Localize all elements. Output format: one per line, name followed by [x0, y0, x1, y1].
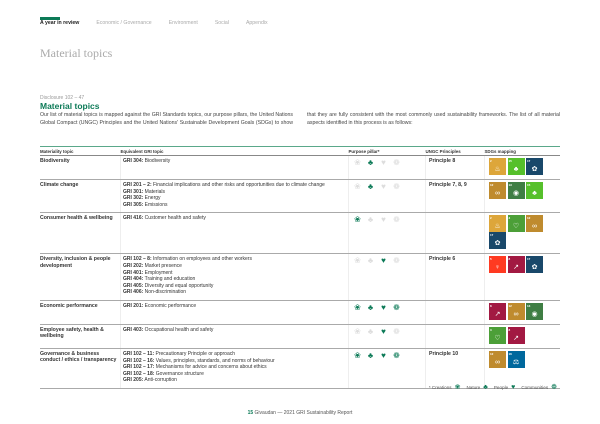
heart-hands-icon: ♥	[381, 215, 386, 225]
nav-tab-economic-governance[interactable]: Economic / Governance	[96, 20, 152, 26]
nav-tab-environment[interactable]: Environment	[168, 20, 198, 26]
tree-icon: ♣	[367, 350, 374, 360]
section-title: Material topics	[40, 101, 100, 111]
page-title: Material topics	[40, 46, 113, 60]
community-icon: ❁	[393, 350, 400, 360]
legend-communities: Communities	[521, 384, 549, 390]
sdg-15-icon: 15 ♣	[508, 158, 525, 175]
purpose-pillars	[349, 180, 426, 213]
sdg-17-icon: 17 ✿	[489, 232, 506, 249]
column-header: Materiality topic	[40, 147, 121, 156]
community-icon: ❁	[393, 302, 400, 312]
heart-hands-icon: ♥	[381, 256, 386, 266]
table-row	[40, 300, 560, 324]
nav-tab-a-year-in-review[interactable]: A year in review	[40, 20, 80, 26]
sdg-mapping	[485, 156, 561, 180]
gri-topics: GRI 201 – 2: Financial implications and other risks and opportunities due to climate change GRI 301: Materials GRI 302: Energy GRI 305: Emissions	[121, 180, 349, 213]
purpose-pillars	[349, 348, 426, 388]
sdg-2-icon: 2 ♨	[489, 215, 506, 232]
table-row	[40, 254, 560, 301]
heart-hands-icon: ♥	[511, 383, 516, 391]
community-icon: ❁	[393, 182, 400, 191]
sdg-mapping	[485, 254, 561, 301]
purpose-pillars	[349, 156, 426, 180]
materiality-topic: Governance & business conduct / ethics / transparency	[40, 348, 121, 388]
intro-paragraph: Our list of material topics is mapped against the GRI Standards topics, our purpose pillars, the United Nations Global Compact (UNGC) Principles and the United Nations' Sustainable Development Goals (SDGs) to show that they are fully consistent with the most commonly used sustainability frameworks. The list of all material aspects identified in this process is as follows:	[40, 112, 560, 126]
tree-icon: ♣	[367, 158, 374, 167]
sdg-mapping	[485, 180, 561, 213]
tree-icon: ♣	[367, 302, 374, 312]
heart-hands-icon: ♥	[381, 302, 386, 312]
sdg-12-icon: 12 ∞	[489, 182, 506, 199]
sdg-15-icon: 15 ♣	[526, 182, 543, 199]
heart-hands-icon: ♥	[381, 182, 386, 191]
materiality-topic: Climate change	[40, 180, 121, 213]
lightbulb-icon: ❀	[354, 326, 361, 336]
sdg-8-icon: 8 ↗	[508, 256, 525, 273]
table-row	[40, 180, 560, 213]
sdg-12-icon: 12 ∞	[526, 215, 543, 232]
lightbulb-icon: ❀	[354, 182, 361, 191]
ungc-principle: Principle 7, 8, 9	[426, 180, 485, 213]
table-row	[40, 156, 560, 180]
community-icon: ❁	[393, 215, 400, 225]
material-topics-table	[40, 146, 560, 389]
pillar-legend	[429, 383, 560, 391]
tree-icon: ♣	[483, 383, 488, 391]
gri-topics: GRI 416: Customer health and safety	[121, 213, 349, 254]
ungc-principle: Principle 8	[426, 156, 485, 180]
lightbulb-icon: ❀	[354, 215, 361, 225]
column-header: UNGC Principles	[426, 147, 485, 156]
sdg-mapping	[485, 324, 561, 348]
nav-tab-appendix[interactable]: Appendix	[245, 20, 268, 26]
sdg-13-icon: 13 ◉	[508, 182, 525, 199]
sdg-17-icon: 17 ✿	[526, 256, 543, 273]
sdg-13-icon: 13 ◉	[526, 303, 543, 320]
gri-topics: GRI 102 – 11: Precautionary Principle or approach GRI 102 – 16: Values, principles, standards, and norms of behaviour GRI 102 – 17: Mechanisms for advice and concerns about ethics GRI 102 – 18: Governance structure GRI 205: Anti-corruption	[121, 348, 349, 388]
community-icon: ❁	[393, 256, 400, 266]
heart-hands-icon: ♥	[381, 326, 386, 336]
community-icon: ❁	[393, 326, 400, 336]
sdg-16-icon: 16 ⚖	[508, 351, 525, 368]
purpose-pillars	[349, 213, 426, 254]
materiality-topic: Consumer health & wellbeing	[40, 213, 121, 254]
legend-people: People	[493, 384, 509, 390]
column-header: Purpose pillar*	[349, 147, 426, 156]
disclosure-label: Disclosure 102 – 47	[40, 95, 85, 101]
sdg-2-icon: 2 ♨	[489, 158, 506, 175]
tree-icon: ♣	[367, 256, 374, 266]
sdg-12-icon: 12 ∞	[508, 303, 525, 320]
ungc-principle: Principle 10	[426, 348, 485, 388]
materiality-topic: Biodiversity	[40, 156, 121, 180]
ungc-principle	[426, 213, 485, 254]
footer-text: Givaudan — 2021 GRI Sustainability Report	[254, 410, 353, 416]
purpose-pillars	[349, 324, 426, 348]
purpose-pillars	[349, 254, 426, 301]
table-header-row	[40, 147, 560, 156]
tree-icon: ♣	[367, 215, 374, 225]
legend-creations: * Creations	[428, 384, 452, 390]
ungc-principle: Principle 6	[426, 254, 485, 301]
lightbulb-icon: ❀	[354, 158, 361, 167]
sdg-5-icon: 5 ♀	[489, 256, 506, 273]
materiality-topic: Diversity, inclusion & people development	[40, 254, 121, 301]
community-icon: ❁	[551, 384, 557, 391]
lightbulb-icon: ❀	[454, 384, 461, 391]
sdg-3-icon: 3 ♡	[489, 327, 506, 344]
lightbulb-icon: ❀	[354, 302, 361, 312]
materiality-topic: Employee safety, health & wellbeing	[40, 324, 121, 348]
tree-icon: ♣	[367, 326, 374, 336]
table-row	[40, 213, 560, 254]
page-footer	[0, 410, 600, 416]
legend-nature: Nature	[466, 384, 481, 390]
nav-tab-social[interactable]: Social	[214, 20, 229, 26]
gri-topics: GRI 403: Occupational health and safety	[121, 324, 349, 348]
sdg-8-icon: 8 ↗	[508, 327, 525, 344]
sdg-12-icon: 12 ∞	[489, 351, 506, 368]
sdg-8-icon: 8 ↗	[489, 303, 506, 320]
top-nav	[40, 20, 285, 26]
heart-hands-icon: ♥	[381, 158, 386, 167]
sdg-mapping	[485, 213, 561, 254]
lightbulb-icon: ❀	[354, 256, 361, 266]
ungc-principle	[426, 324, 485, 348]
tree-icon: ♣	[367, 182, 374, 191]
column-header: Equivalent GRI topic	[121, 147, 349, 156]
page-number: 15	[247, 410, 254, 416]
ungc-principle	[426, 300, 485, 324]
gri-topics: GRI 102 – 8: Information on employees and other workers GRI 202: Market presence GRI 401: Employment GRI 404: Training and education GRI 405: Diversity and equal opportunity GRI 406: Non-discrimination	[121, 254, 349, 301]
sdg-3-icon: 3 ♡	[508, 215, 525, 232]
gri-topics: GRI 304: Biodiversity	[121, 156, 349, 180]
gri-topics: GRI 201: Economic performance	[121, 300, 349, 324]
purpose-pillars	[349, 300, 426, 324]
lightbulb-icon: ❀	[354, 350, 361, 360]
sdg-17-icon: 17 ✿	[526, 158, 543, 175]
column-header: SDGs mapping	[485, 147, 561, 156]
materiality-topic: Economic performance	[40, 300, 121, 324]
community-icon: ❁	[393, 158, 400, 167]
sdg-mapping	[485, 300, 561, 324]
heart-hands-icon: ♥	[381, 350, 386, 360]
table-row	[40, 324, 560, 348]
